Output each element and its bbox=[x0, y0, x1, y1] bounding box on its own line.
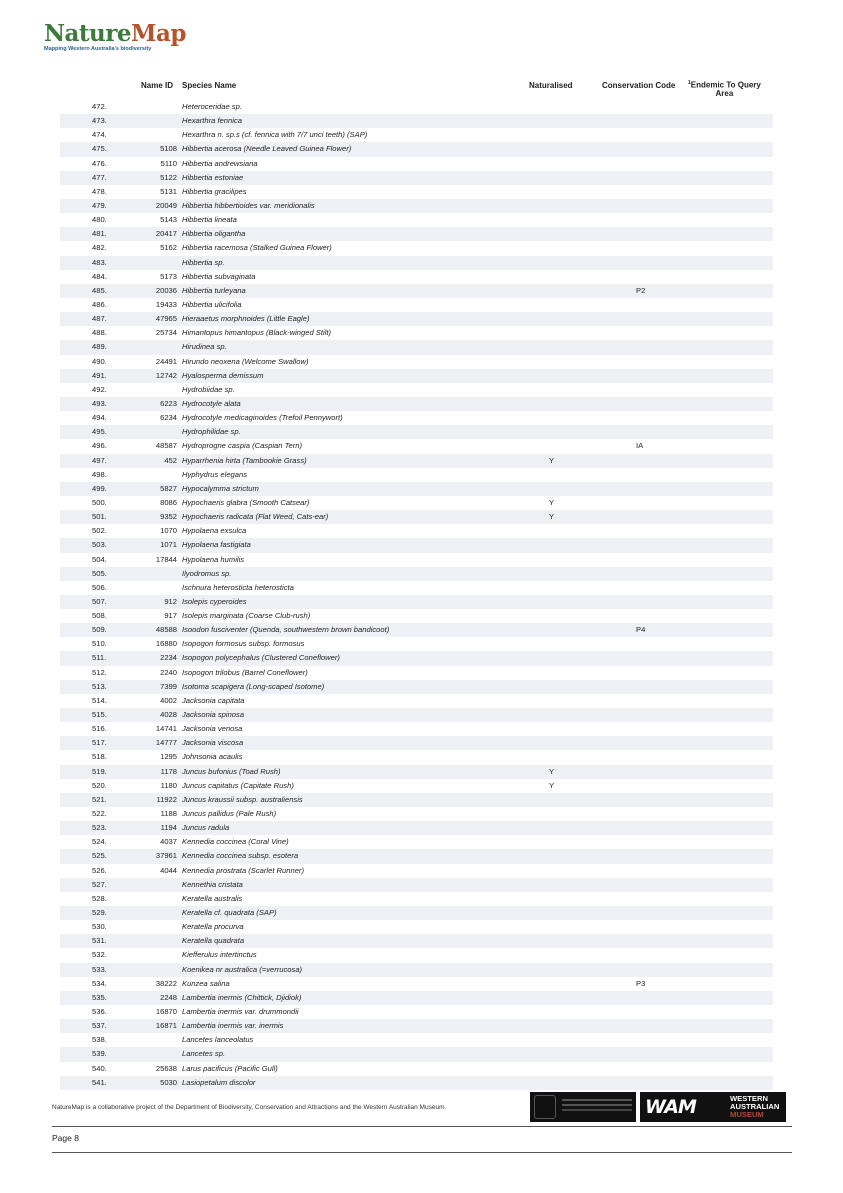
row-number: 492. bbox=[92, 384, 107, 394]
species-name: Lasiopetalum discolor bbox=[182, 1077, 256, 1087]
row-number: 490. bbox=[92, 356, 107, 366]
species-name: Hypocalymma strictum bbox=[182, 483, 259, 493]
header-species-name: Species Name bbox=[182, 81, 237, 90]
name-id: 1070 bbox=[160, 526, 177, 536]
row-number: 534. bbox=[92, 978, 107, 988]
header-naturalised: Naturalised bbox=[529, 81, 573, 90]
species-name: Hibbertia estoniae bbox=[182, 172, 244, 182]
row-number: 503. bbox=[92, 540, 107, 550]
wam-mark: WAM bbox=[645, 1096, 696, 1118]
table-row bbox=[60, 524, 773, 538]
table-row bbox=[60, 171, 773, 185]
name-id: 2248 bbox=[160, 992, 177, 1002]
name-id: 5030 bbox=[160, 1077, 177, 1087]
wam-line-1: WESTERN bbox=[730, 1094, 768, 1103]
species-name: Lancetes lanceolatus bbox=[182, 1035, 254, 1045]
name-id: 912 bbox=[164, 596, 177, 606]
row-number: 478. bbox=[92, 186, 107, 196]
endemic-footnote-marker: 1 bbox=[688, 80, 691, 86]
species-name: Hypolaena humilis bbox=[182, 554, 245, 564]
name-id: 1188 bbox=[160, 809, 177, 819]
species-name: Juncus pallidus (Pale Rush) bbox=[182, 809, 277, 819]
name-id: 1071 bbox=[160, 540, 177, 550]
row-number: 479. bbox=[92, 200, 107, 210]
species-name: Hibbertia acerosa (Needle Leaved Guinea Flower) bbox=[182, 144, 352, 154]
species-name: Jacksonia capitata bbox=[182, 695, 245, 705]
name-id: 4037 bbox=[160, 837, 177, 847]
naturalised-flag: Y bbox=[549, 766, 555, 776]
table-row bbox=[60, 213, 773, 227]
species-name: Hydrophilidae sp. bbox=[182, 427, 241, 437]
table-row bbox=[60, 482, 773, 496]
name-id: 24491 bbox=[155, 356, 177, 366]
table-row bbox=[60, 878, 773, 892]
species-name: Hydroprogne caspia (Caspian Tern) bbox=[182, 441, 303, 451]
species-name: Juncus bufonius (Toad Rush) bbox=[182, 766, 281, 776]
table-row bbox=[60, 157, 773, 171]
conservation-code: IA bbox=[636, 441, 644, 451]
species-name: Lambertia inermis var. inermis bbox=[182, 1021, 284, 1031]
row-number: 491. bbox=[92, 370, 107, 380]
species-name: Hibbertia sp. bbox=[182, 257, 225, 267]
table-row bbox=[60, 326, 773, 340]
table-row bbox=[60, 750, 773, 764]
species-name: Hibbertia oligantha bbox=[182, 229, 246, 239]
table-row bbox=[60, 340, 773, 354]
table-row bbox=[60, 256, 773, 270]
name-id: 20417 bbox=[155, 229, 177, 239]
table-row bbox=[60, 468, 773, 482]
species-name: Ischnura heterosticta heterosticta bbox=[182, 582, 294, 592]
table-row bbox=[60, 821, 773, 835]
species-name: Hibbertia gracilipes bbox=[182, 186, 247, 196]
species-name: Hibbertia hibbertioides var. meridionalis bbox=[182, 200, 315, 210]
name-id: 1180 bbox=[160, 780, 177, 790]
species-name: Hypochaeris glabra (Smooth Catsear) bbox=[182, 497, 310, 507]
row-number: 520. bbox=[92, 780, 107, 790]
row-number: 477. bbox=[92, 172, 107, 182]
row-number: 533. bbox=[92, 964, 107, 974]
footer-credit: NatureMap is a collaborative project of the Department of Biodiversity, Conservation and Attractions and the Western Australian Museum. bbox=[52, 1104, 447, 1111]
row-number: 523. bbox=[92, 823, 107, 833]
species-name: Hypolaena exsulca bbox=[182, 526, 247, 536]
name-id: 5143 bbox=[160, 215, 177, 225]
species-name: Isoodon fusciventer (Quenda, southwestern brown bandicoot) bbox=[182, 625, 390, 635]
species-name: Hyalosperma demissum bbox=[182, 370, 264, 380]
table-row bbox=[60, 355, 773, 369]
row-number: 499. bbox=[92, 483, 107, 493]
name-id: 19433 bbox=[155, 299, 177, 309]
table-row bbox=[60, 411, 773, 425]
table-row bbox=[60, 199, 773, 213]
row-number: 488. bbox=[92, 328, 107, 338]
name-id: 25638 bbox=[155, 1063, 177, 1073]
table-row bbox=[60, 185, 773, 199]
row-number: 516. bbox=[92, 724, 107, 734]
row-number: 514. bbox=[92, 695, 107, 705]
row-number: 484. bbox=[92, 271, 107, 281]
table-row bbox=[60, 270, 773, 284]
row-number: 485. bbox=[92, 285, 107, 295]
name-id: 6223 bbox=[160, 398, 177, 408]
name-id: 4044 bbox=[160, 865, 177, 875]
species-name: Kunzea salina bbox=[182, 978, 230, 988]
row-number: 487. bbox=[92, 314, 107, 324]
table-row bbox=[60, 439, 773, 453]
name-id: 1194 bbox=[160, 823, 177, 833]
row-number: 483. bbox=[92, 257, 107, 267]
row-number: 528. bbox=[92, 893, 107, 903]
table-row bbox=[60, 1019, 773, 1033]
species-name: Hyparrhenia hirta (Tambookie Grass) bbox=[182, 455, 307, 465]
table-row bbox=[60, 383, 773, 397]
row-number: 498. bbox=[92, 469, 107, 479]
name-id: 48587 bbox=[155, 441, 177, 451]
species-name: Hieraaetus morphnoides (Little Eagle) bbox=[182, 314, 310, 324]
naturemap-logo bbox=[44, 22, 186, 52]
species-name: Keratella cf. quadrata (SAP) bbox=[182, 908, 277, 918]
species-name: Himantopus himantopus (Black-winged Stilt) bbox=[182, 328, 331, 338]
row-number: 536. bbox=[92, 1007, 107, 1016]
row-number: 521. bbox=[92, 794, 107, 804]
species-name: Lambertia inermis var. drummondii bbox=[182, 1007, 299, 1016]
row-number: 530. bbox=[92, 922, 107, 932]
species-name: Hibbertia turleyana bbox=[182, 285, 246, 295]
species-name: Kennedia prostrata (Scarlet Runner) bbox=[182, 865, 304, 875]
species-name: Hexarthra fennica bbox=[182, 116, 242, 126]
table-row bbox=[60, 1062, 773, 1076]
table-row bbox=[60, 142, 773, 156]
row-number: 472. bbox=[92, 102, 107, 111]
name-id: 37961 bbox=[155, 851, 177, 861]
table-row bbox=[60, 298, 773, 312]
table-row bbox=[60, 510, 773, 524]
table-row bbox=[60, 765, 773, 779]
table-row bbox=[60, 369, 773, 383]
table-row bbox=[60, 312, 773, 326]
species-name: Lambertia inermis (Chittick, Djidiok) bbox=[182, 992, 302, 1002]
name-id: 20036 bbox=[155, 285, 177, 295]
endemic-line-2: Area bbox=[715, 88, 734, 98]
species-name: Hyphydrus elegans bbox=[182, 469, 248, 479]
table-row bbox=[60, 553, 773, 567]
table-row bbox=[60, 397, 773, 411]
table-row bbox=[60, 1076, 773, 1090]
name-id: 9352 bbox=[160, 512, 177, 522]
table-row bbox=[60, 425, 773, 439]
row-number: 529. bbox=[92, 908, 107, 918]
species-name: Isotoma scapigera (Long-scaped Isotome) bbox=[182, 681, 325, 691]
species-name: Hypolaena fastigiata bbox=[182, 540, 251, 550]
species-name: Juncus capitatus (Capitate Rush) bbox=[182, 780, 294, 790]
row-number: 494. bbox=[92, 413, 107, 423]
name-id: 5122 bbox=[160, 172, 177, 182]
row-number: 537. bbox=[92, 1021, 107, 1031]
species-name: Lancetes sp. bbox=[182, 1049, 226, 1059]
species-name: Keratella quadrata bbox=[182, 936, 245, 946]
name-id: 11922 bbox=[156, 794, 177, 804]
row-number: 524. bbox=[92, 837, 107, 847]
naturalised-flag: Y bbox=[549, 497, 555, 507]
table-row bbox=[60, 609, 773, 623]
table-row bbox=[60, 708, 773, 722]
table-row bbox=[60, 637, 773, 651]
species-name: Kennedia coccinea subsp. esotera bbox=[182, 851, 299, 861]
species-name: Kiefferulus intertinctus bbox=[182, 950, 257, 960]
species-name: Hypochaeris radicata (Flat Weed, Cats-ear) bbox=[182, 512, 329, 522]
species-name: Isopogon trilobus (Barrel Coneflower) bbox=[182, 667, 308, 677]
row-number: 515. bbox=[92, 710, 107, 720]
row-number: 481. bbox=[92, 229, 107, 239]
name-id: 25734 bbox=[155, 328, 177, 338]
row-number: 507. bbox=[92, 596, 107, 606]
table-row bbox=[60, 807, 773, 821]
species-name: Hibbertia lineata bbox=[182, 215, 237, 225]
name-id: 5173 bbox=[160, 271, 177, 281]
row-number: 476. bbox=[92, 158, 107, 168]
table-row bbox=[60, 496, 773, 510]
name-id: 12742 bbox=[155, 370, 177, 380]
row-number: 497. bbox=[92, 455, 107, 465]
logo-title: NatureMap bbox=[44, 20, 186, 47]
species-name: Isolepis marginata (Coarse Club-rush) bbox=[182, 611, 311, 621]
name-id: 917 bbox=[164, 611, 177, 621]
row-number: 539. bbox=[92, 1049, 107, 1059]
species-name: Heteroceridae sp. bbox=[182, 102, 242, 111]
row-number: 519. bbox=[92, 766, 107, 776]
row-number: 518. bbox=[92, 752, 107, 762]
table-row bbox=[60, 581, 773, 595]
table-row bbox=[60, 128, 773, 142]
page-number: Page 8 bbox=[52, 1133, 79, 1143]
species-name: Juncus radula bbox=[182, 823, 230, 833]
name-id: 5162 bbox=[160, 243, 177, 253]
species-name: Isopogon polycephalus (Clustered Coneflower) bbox=[182, 653, 340, 663]
row-number: 482. bbox=[92, 243, 107, 253]
row-number: 474. bbox=[92, 130, 107, 140]
row-number: 538. bbox=[92, 1035, 107, 1045]
row-number: 535. bbox=[92, 992, 107, 1002]
species-name: Jacksonia venosa bbox=[182, 724, 243, 734]
species-name: Kennedia coccinea (Coral Vine) bbox=[182, 837, 289, 847]
naturalised-flag: Y bbox=[549, 512, 555, 522]
table-row bbox=[60, 651, 773, 665]
name-id: 2240 bbox=[160, 667, 177, 677]
name-id: 1178 bbox=[160, 766, 177, 776]
row-number: 527. bbox=[92, 879, 107, 889]
table-row bbox=[60, 892, 773, 906]
header-endemic bbox=[688, 79, 761, 98]
header-name-id: Name ID bbox=[141, 81, 174, 90]
species-name: Kennethia cristata bbox=[182, 879, 243, 889]
table-row bbox=[60, 864, 773, 878]
name-id: 14741 bbox=[155, 724, 177, 734]
row-number: 505. bbox=[92, 568, 107, 578]
species-name: Koenikea nr australica (=verrucosa) bbox=[182, 964, 303, 974]
table-row bbox=[60, 793, 773, 807]
table-row bbox=[60, 454, 773, 468]
conservation-code: P3 bbox=[636, 978, 646, 988]
table-row bbox=[60, 284, 773, 298]
row-number: 541. bbox=[92, 1077, 107, 1087]
row-number: 506. bbox=[92, 582, 107, 592]
dbca-logo bbox=[530, 1092, 636, 1122]
row-number: 502. bbox=[92, 526, 107, 536]
coat-of-arms-icon bbox=[534, 1095, 556, 1119]
species-name: Hydrobiidae sp. bbox=[182, 384, 235, 394]
conservation-code: P2 bbox=[636, 285, 646, 295]
row-number: 480. bbox=[92, 215, 107, 225]
row-number: 509. bbox=[92, 625, 107, 635]
row-number: 475. bbox=[92, 144, 107, 154]
row-number: 525. bbox=[92, 851, 107, 861]
row-number: 540. bbox=[92, 1063, 107, 1073]
row-number: 511. bbox=[92, 653, 107, 663]
species-name: Johnsonia acaulis bbox=[182, 752, 243, 762]
row-number: 495. bbox=[92, 427, 107, 437]
species-name: Hirudinea sp. bbox=[182, 342, 227, 352]
header-conservation-code: Conservation Code bbox=[602, 81, 676, 90]
species-name: Jacksonia viscosa bbox=[182, 738, 244, 748]
table-row bbox=[60, 920, 773, 934]
species-name: Keratella procurva bbox=[182, 922, 244, 932]
species-name: Isopogon formosus subsp. formosus bbox=[182, 639, 305, 649]
name-id: 5108 bbox=[160, 144, 177, 154]
table-row bbox=[60, 666, 773, 680]
name-id: 5827 bbox=[160, 483, 177, 493]
naturalised-flag: Y bbox=[549, 455, 555, 465]
name-id: 16870 bbox=[155, 1007, 177, 1016]
name-id: 16880 bbox=[155, 639, 177, 649]
table-row bbox=[60, 538, 773, 552]
wam-logo bbox=[640, 1092, 786, 1122]
row-number: 517. bbox=[92, 738, 107, 748]
row-number: 489. bbox=[92, 342, 107, 352]
wam-wordmark bbox=[730, 1095, 779, 1119]
row-number: 513. bbox=[92, 681, 107, 691]
table-row bbox=[60, 977, 773, 991]
table-row bbox=[60, 680, 773, 694]
name-id: 4002 bbox=[160, 695, 177, 705]
name-id: 14777 bbox=[155, 738, 177, 748]
row-number: 526. bbox=[92, 865, 107, 875]
name-id: 1295 bbox=[160, 752, 177, 762]
name-id: 48588 bbox=[155, 625, 177, 635]
row-number: 493. bbox=[92, 398, 107, 408]
row-number: 531. bbox=[92, 936, 107, 946]
species-name: Hexarthra n. sp.s (cf. fennica with 7/7 unci teeth) (SAP) bbox=[182, 130, 368, 140]
footer-rule-bottom bbox=[52, 1152, 792, 1153]
table-row bbox=[60, 241, 773, 255]
table-row bbox=[60, 991, 773, 1005]
species-name: Hirundo neoxena (Welcome Swallow) bbox=[182, 356, 309, 366]
name-id: 5110 bbox=[160, 158, 177, 168]
table-row bbox=[60, 623, 773, 637]
table-row bbox=[60, 227, 773, 241]
name-id: 2234 bbox=[160, 653, 177, 663]
table-row bbox=[60, 1047, 773, 1061]
name-id: 38222 bbox=[155, 978, 177, 988]
row-number: 504. bbox=[92, 554, 107, 564]
species-name: Isolepis cyperoides bbox=[182, 596, 247, 606]
wam-line-3: MUSEUM bbox=[730, 1110, 764, 1119]
species-name: Hydrocotyle medicaginoides (Trefoil Pennywort) bbox=[182, 413, 343, 423]
table-row bbox=[60, 694, 773, 708]
dbca-wordmark bbox=[562, 1099, 632, 1101]
row-number: 473. bbox=[92, 116, 107, 126]
species-name: Ilyodromus sp. bbox=[182, 568, 232, 578]
footer-rule-top bbox=[52, 1126, 792, 1127]
table-row bbox=[60, 835, 773, 849]
row-number: 512. bbox=[92, 667, 107, 677]
table-row bbox=[60, 963, 773, 977]
name-id: 5131 bbox=[160, 186, 177, 196]
wam-line-2: AUSTRALIAN bbox=[730, 1102, 780, 1111]
row-number: 496. bbox=[92, 441, 107, 451]
table-row bbox=[60, 567, 773, 581]
species-name: Larus pacificus (Pacific Gull) bbox=[182, 1063, 278, 1073]
table-row bbox=[60, 948, 773, 962]
table-row bbox=[60, 934, 773, 948]
name-id: 7399 bbox=[160, 681, 177, 691]
row-number: 500. bbox=[92, 497, 107, 507]
table-row bbox=[60, 1033, 773, 1047]
species-name: Hibbertia subvaginata bbox=[182, 271, 256, 281]
name-id: 47965 bbox=[155, 314, 177, 324]
row-number: 501. bbox=[92, 512, 107, 522]
table-row bbox=[60, 736, 773, 750]
table-row bbox=[60, 114, 773, 128]
naturalised-flag: Y bbox=[549, 780, 555, 790]
species-name: Keratella australis bbox=[182, 893, 243, 903]
species-name: Jacksonia spinosa bbox=[182, 710, 245, 720]
table-row bbox=[60, 595, 773, 609]
species-name: Hydrocotyle alata bbox=[182, 398, 241, 408]
species-name: Juncus kraussii subsp. australiensis bbox=[182, 794, 303, 804]
name-id: 16871 bbox=[155, 1021, 177, 1031]
name-id: 17844 bbox=[155, 554, 177, 564]
name-id: 452 bbox=[164, 455, 177, 465]
row-number: 508. bbox=[92, 611, 107, 621]
row-number: 510. bbox=[92, 639, 107, 649]
table-row bbox=[60, 906, 773, 920]
table-row bbox=[60, 779, 773, 793]
species-table bbox=[60, 100, 773, 1090]
conservation-code: P4 bbox=[636, 625, 646, 635]
name-id: 20049 bbox=[155, 200, 177, 210]
table-row bbox=[60, 100, 773, 114]
endemic-line-1: Endemic To Query bbox=[690, 80, 761, 90]
row-number: 486. bbox=[92, 299, 107, 309]
species-name: Hibbertia ulicifolia bbox=[182, 299, 242, 309]
name-id: 6234 bbox=[160, 413, 177, 423]
row-number: 522. bbox=[92, 809, 107, 819]
species-name: Hibbertia racemosa (Stalked Guinea Flower) bbox=[182, 243, 332, 253]
row-number: 532. bbox=[92, 950, 107, 960]
name-id: 4028 bbox=[160, 710, 177, 720]
table-row bbox=[60, 849, 773, 863]
name-id: 8086 bbox=[160, 497, 177, 507]
table-row bbox=[60, 722, 773, 736]
species-name: Hibbertia andrewsiana bbox=[182, 158, 258, 168]
table-row bbox=[60, 1005, 773, 1019]
logo-tagline: Mapping Western Australia's biodiversity bbox=[44, 46, 152, 52]
